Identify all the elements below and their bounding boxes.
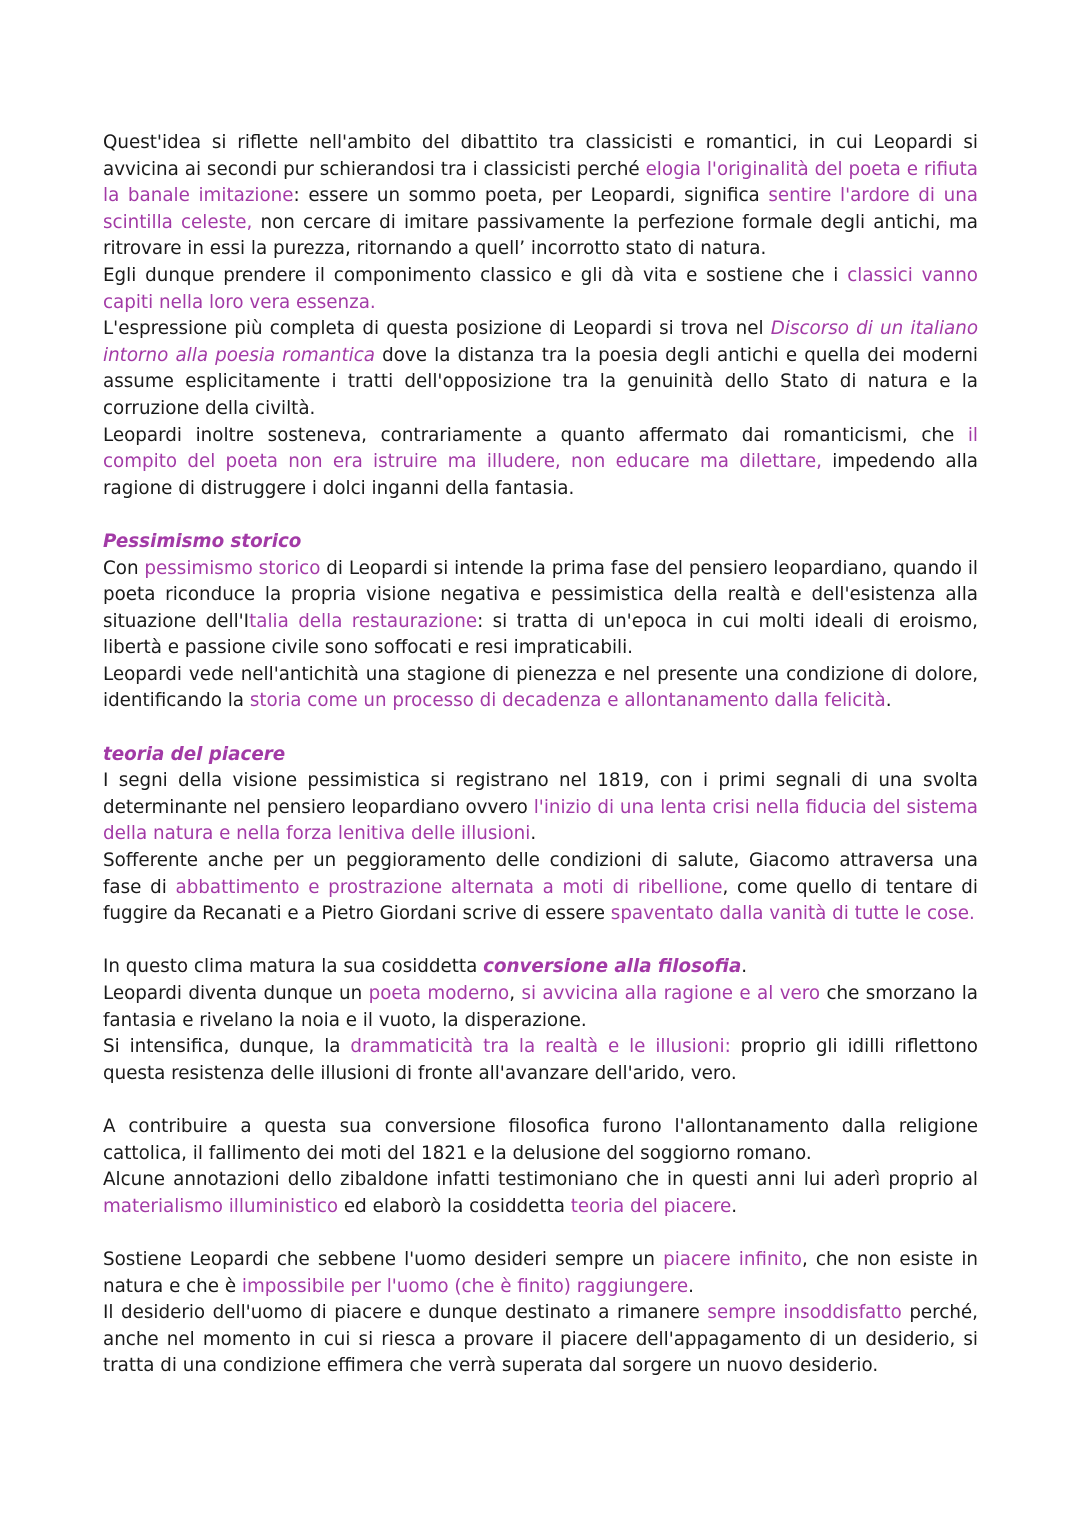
paragraph (103, 768, 978, 848)
body-text: Sofferente anche per un peggioramento delle condizioni di salute, Giacomo attraversa una fase di (103, 850, 978, 898)
paragraph (103, 529, 978, 556)
body-text: Leopardi inoltre sosteneva, contrariamente a quanto affermato dai romanticismi, che (103, 424, 968, 446)
highlighted-text: piacere infinito (663, 1248, 802, 1270)
body-text: . (885, 690, 892, 712)
paragraph-gap (103, 1220, 978, 1247)
document-page (103, 130, 978, 1380)
highlighted-text: poeta moderno (368, 983, 510, 1004)
body-text: perché, anche nel momento in cui si riesca a provare il piacere dell'appagamento di un desiderio, si tratta di una condizione effimera che verrà superata dal sorgere un nuovo desiderio. (103, 1302, 978, 1377)
body-text: ed elaborò la cosiddetta (338, 1195, 571, 1217)
paragraph-gap (103, 502, 978, 529)
body-text: dove la distanza tra la poesia degli antichi e quella dei moderni assume esplicitamente i tratti dell'opposizione tra la genuinità dello Stato di natura e la corruzione della civiltà. (103, 344, 978, 419)
highlighted-text: teoria del piacere (570, 1195, 732, 1217)
highlighted-text: l'inizio di una lenta crisi nella fiducia del sistema della natura e nella forza lenitiva delle illusioni (103, 796, 978, 845)
paragraph (103, 316, 978, 422)
section-heading: teoria del piacere (103, 743, 286, 765)
body-text: I segni della visione pessimistica si registrano nel 1819, con i primi segnali di una svolta determinante nel pensiero leopardiano ovvero (103, 770, 978, 818)
paragraph (103, 556, 978, 662)
highlighted-text: drammaticità tra la realtà e le illusioni: (350, 1036, 731, 1058)
body-text: non cercare di imitare passivamente la perfezione formale degli antichi, ma ritrovare in essi la purezza, ritornando a quell’ incorrotto stato di natura. (103, 211, 978, 260)
body-text: , (509, 983, 522, 1004)
body-text: Egli dunque prendere il componimento classico e gli dà vita e sostiene che i (103, 264, 848, 286)
highlighted-text: sentire l'ardore di una scintilla celeste, (103, 185, 978, 233)
paragraph (103, 1034, 978, 1087)
paragraph (103, 1300, 978, 1380)
highlighted-text: storia come un processo di decadenza e allontanamento dalla felicità (249, 690, 886, 712)
section-heading: conversione alla filosofia (483, 956, 742, 978)
body-text: proprio gli idilli riflettono questa resistenza delle illusioni di fronte all'avanzare dell'arido, vero. (103, 1036, 978, 1084)
body-text: , che non esiste in natura e che è (103, 1248, 978, 1297)
body-text: . (688, 1275, 694, 1297)
paragraph (103, 742, 978, 769)
body-text: : essere un sommo poeta, per Leopardi, significa (293, 185, 769, 207)
body-text: . (731, 1195, 738, 1217)
paragraph (103, 1167, 978, 1220)
highlighted-text: abbattimento e prostrazione alternata a moti di ribellione (175, 876, 723, 898)
paragraph-gap (103, 1087, 978, 1114)
body-text: Leopardi diventa dunque un (103, 983, 369, 1004)
paragraph (103, 1114, 978, 1167)
paragraph (103, 662, 978, 715)
paragraph (103, 848, 978, 928)
body-text: A contribuire a questa sua conversione filosofica furono l'allontanamento dalla religione cattolica, il fallimento dei moti del 1821 e la delusione del soggiorno romano. (103, 1115, 978, 1164)
highlighted-text: spaventato dalla vanità di tutte le cose. (610, 903, 975, 925)
paragraph (103, 1247, 978, 1300)
highlighted-text: sempre insoddisfatto (707, 1302, 902, 1324)
section-heading: Pessimismo storico (103, 530, 302, 552)
body-text: che smorzano la fantasia e rivelano la noia e il vuoto, la disperazione. (103, 983, 979, 1031)
italic-title: Discorso di un italiano intorno alla poesia romantica (103, 318, 979, 366)
body-text: , come quello di tentare di fuggire da Recanati e a Pietro Giordani scrive di essere (103, 876, 978, 925)
highlighted-text: impossibile per l'uomo (che è finito) raggiungere (241, 1275, 689, 1297)
paragraph-gap (103, 928, 978, 955)
body-text: Leopardi vede nell'antichità una stagione di pienezza e nel presente una condizione di dolore, identificando la (103, 663, 978, 712)
body-text: Alcune annotazioni dello zibaldone infatti testimoniano che in questi anni lui aderì proprio al (103, 1169, 978, 1191)
body-text: impedendo alla ragione di distruggere i dolci inganni della fantasia. (103, 451, 978, 499)
highlighted-text: materialismo illuministico (103, 1195, 339, 1217)
highlighted-text: pessimismo storico (144, 557, 321, 579)
body-text: . (530, 823, 537, 845)
paragraph (103, 263, 978, 316)
body-text: di Leopardi si intende la prima fase del pensiero leopardiano, quando il poeta riconduce la propria visione negativa e pessimistica della realtà e dell'esistenza alla situazione dell'I (103, 557, 978, 632)
paragraph (103, 423, 978, 503)
paragraph (103, 954, 978, 981)
body-text: Si intensifica, dunque, la (103, 1036, 351, 1058)
body-text: : si tratta di un'epoca in cui molti ideali di eroismo, libertà e passione civile sono soffocati e resi impraticabili. (103, 610, 978, 659)
body-text: . (741, 956, 748, 978)
body-text: Il desiderio dell'uomo di piacere e dunque destinato a rimanere (103, 1302, 708, 1324)
paragraph (103, 981, 978, 1034)
paragraph-gap (103, 715, 978, 742)
body-text: In questo clima matura la sua cosiddetta (103, 956, 484, 978)
body-text: Con (103, 557, 145, 579)
body-text: L'espressione più completa di questa posizione di Leopardi si trova nel (103, 318, 771, 340)
highlighted-text: talia della restaurazione (249, 610, 478, 632)
paragraph (103, 130, 978, 263)
body-text: Quest'idea si riflette nell'ambito del dibattito tra classicisti e romantici, in cui Leopardi si avvicina ai secondi pur schierandosi tra i classicisti perché (103, 132, 978, 180)
highlighted-text: si avvicina alla ragione e al vero (521, 983, 821, 1004)
highlighted-text: elogia l'originalità del poeta e rifiuta la banale imitazione (103, 158, 978, 207)
highlighted-text: il compito del poeta non era istruire ma illudere, non educare ma dilettare, (103, 424, 978, 473)
highlighted-text: classici vanno capiti nella loro vera essenza. (103, 264, 978, 313)
body-text: Sostiene Leopardi che sebbene l'uomo desideri sempre un (103, 1248, 664, 1270)
